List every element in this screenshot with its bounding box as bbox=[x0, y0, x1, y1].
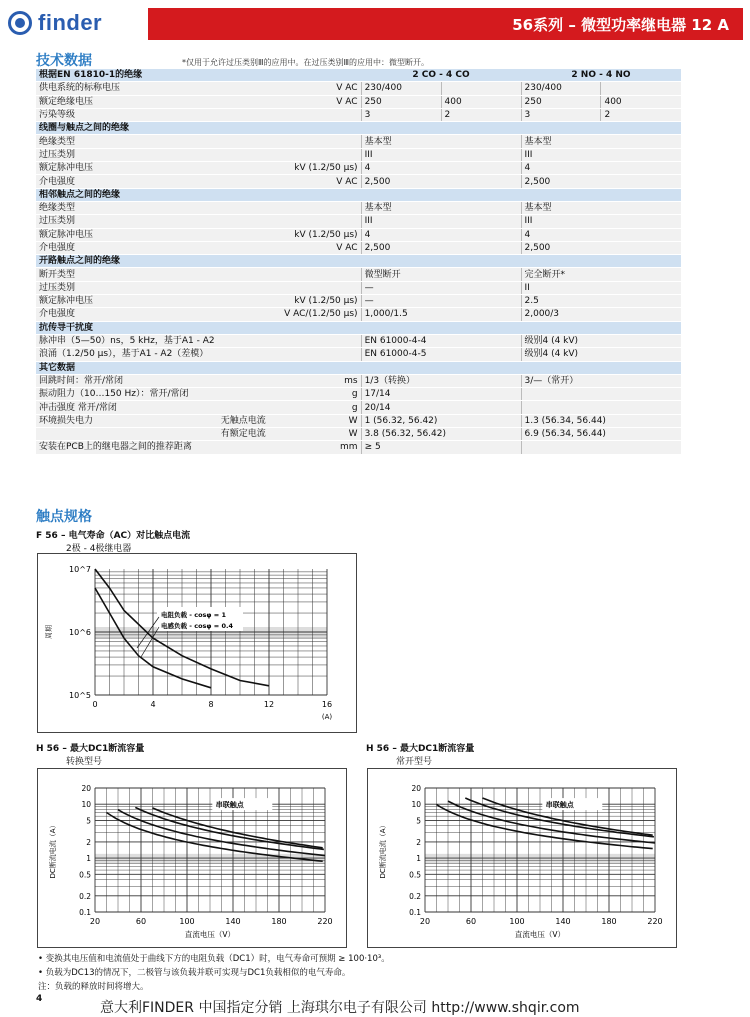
page-header bbox=[0, 0, 750, 46]
y-tick-label: 0.5 bbox=[79, 870, 91, 880]
cell-label: 过压类别 bbox=[36, 281, 280, 294]
page-number: 4 bbox=[36, 994, 43, 1004]
x-tick-label: 220 bbox=[647, 917, 663, 926]
cell-unit: kV (1.2/50 μs) bbox=[280, 162, 361, 175]
table-row bbox=[36, 428, 681, 441]
cell-label: 回跳时间：常开/常闭 bbox=[36, 374, 280, 387]
cell-b1: 2,000/3 bbox=[521, 308, 681, 321]
cell-unit bbox=[280, 268, 361, 281]
series-contact-label: 串联触点 bbox=[545, 801, 574, 810]
x-tick-label: 140 bbox=[225, 917, 241, 926]
table-row bbox=[36, 308, 681, 321]
cell-a1: 230/400 bbox=[361, 82, 441, 95]
cell-a1: 4 bbox=[361, 228, 521, 241]
cell-b1 bbox=[521, 388, 681, 401]
cell-unit: g bbox=[280, 401, 361, 414]
cell-label: 额定绝缘电压 bbox=[36, 95, 280, 108]
x-axis-label: 直流电压（V） bbox=[184, 930, 236, 939]
cell-b1: 基本型 bbox=[521, 201, 681, 214]
cell-a1: EN 61000-4-5 bbox=[361, 348, 521, 361]
y-tick-label: 20 bbox=[81, 784, 91, 793]
x-tick-label: 180 bbox=[601, 917, 617, 926]
cell-label: 浪涌（1.2/50 μs），基于A1 - A2（差模） bbox=[36, 348, 280, 361]
table-row bbox=[36, 348, 681, 361]
table-group-row bbox=[36, 255, 681, 268]
cell-b2: 400 bbox=[601, 95, 681, 108]
tech-note: *仅用于允许过压类别Ⅲ的应用中。在过压类别Ⅲ的应用中：微型断开。 bbox=[182, 58, 430, 67]
cell-label: 振动阻力（10…150 Hz）：常开/常闭 bbox=[36, 388, 280, 401]
cell-empty bbox=[361, 361, 521, 374]
cell-label bbox=[36, 428, 218, 441]
cell-a1: 微型断开 bbox=[361, 268, 521, 281]
cell-b1: 基本型 bbox=[521, 135, 681, 148]
cell-label: 额定脉冲电压 bbox=[36, 228, 280, 241]
cell-label: 介电强度 bbox=[36, 308, 280, 321]
cell-unit bbox=[280, 348, 361, 361]
cell-b1: III bbox=[521, 148, 681, 161]
x-tick-label: 12 bbox=[263, 700, 275, 709]
cell-empty bbox=[361, 255, 521, 268]
cell-label: 开路触点之间的绝缘 bbox=[36, 255, 361, 268]
series-contact-label: 串联触点 bbox=[215, 801, 244, 810]
cell-a1: III bbox=[361, 148, 521, 161]
chart-dc1-normally-open bbox=[367, 768, 677, 948]
finder-logo-icon bbox=[8, 11, 32, 35]
cell-empty bbox=[361, 122, 521, 135]
cell-b1: 级别4 (4 kV) bbox=[521, 348, 681, 361]
table-row bbox=[36, 108, 681, 121]
cell-unit: kV (1.2/50 μs) bbox=[280, 295, 361, 308]
y-axis-label: DC断流电流（A） bbox=[49, 821, 57, 879]
chart-frame bbox=[38, 554, 357, 733]
cell-unit bbox=[280, 108, 361, 121]
cell-a1: 1 (56.32, 56.42) bbox=[361, 414, 521, 427]
cell-a1: ≥ 5 bbox=[361, 441, 521, 454]
footnote-2: • 负载为DC13的情况下，二极管与该负载并联可实现与DC1负载相似的电气寿命。 bbox=[38, 968, 351, 978]
cell-b1: 230/400 bbox=[521, 82, 601, 95]
chart-dc1-changeover bbox=[37, 768, 347, 948]
table-row bbox=[36, 281, 681, 294]
cell-a2: 400 bbox=[441, 95, 521, 108]
table-group-row bbox=[36, 188, 681, 201]
cell-unit: V AC bbox=[280, 241, 361, 254]
fig-f-caption: F 56 – 电气寿命（AC）对比触点电流 bbox=[36, 531, 191, 541]
cell-v2: 2 NO - 4 NO bbox=[521, 69, 681, 82]
y-tick-label: 10 bbox=[81, 800, 91, 810]
cell-b1: 2,500 bbox=[521, 175, 681, 188]
cell-b1: 4 bbox=[521, 228, 681, 241]
cell-a1: 1/3（转换） bbox=[361, 374, 521, 387]
cell-unit bbox=[280, 334, 361, 347]
x-tick-label: 16 bbox=[321, 700, 333, 709]
cell-empty bbox=[361, 188, 521, 201]
y-tick-label: 5 bbox=[86, 816, 91, 826]
x-tick-label: 140 bbox=[555, 917, 571, 926]
cell-empty bbox=[521, 122, 681, 135]
table-row bbox=[36, 175, 681, 188]
cell-b1: 1.3 (56.34, 56.44) bbox=[521, 414, 681, 427]
y-tick-label: 1 bbox=[416, 854, 421, 864]
table-row bbox=[36, 374, 681, 387]
cell-unit bbox=[280, 148, 361, 161]
cell-empty bbox=[521, 255, 681, 268]
cell-label: 污染等级 bbox=[36, 108, 280, 121]
cell-a1: 2,500 bbox=[361, 241, 521, 254]
cell-unit bbox=[280, 215, 361, 228]
table-row bbox=[36, 95, 681, 108]
table-row bbox=[36, 148, 681, 161]
cell-label: 额定脉冲电压 bbox=[36, 162, 280, 175]
table-group-row bbox=[36, 122, 681, 135]
cell-label: 介电强度 bbox=[36, 241, 280, 254]
x-tick-label: 0 bbox=[92, 700, 98, 709]
cell-b1: 4 bbox=[521, 162, 681, 175]
cell-b2: 2 bbox=[601, 108, 681, 121]
table-row bbox=[36, 401, 681, 414]
table-row bbox=[36, 388, 681, 401]
y-tick-label: 0.1 bbox=[79, 908, 91, 917]
cell-a1: 4 bbox=[361, 162, 521, 175]
x-tick-label: 4 bbox=[150, 700, 156, 709]
cell-unit bbox=[280, 135, 361, 148]
cell-label: 过压类别 bbox=[36, 215, 280, 228]
tech-data-title: 技术数据 bbox=[36, 53, 92, 69]
x-tick-label: 180 bbox=[271, 917, 287, 926]
cell-unit: V AC/(1.2/50 μs) bbox=[280, 308, 361, 321]
cell-b1: 级别4 (4 kV) bbox=[521, 334, 681, 347]
cell-unit: kV (1.2/50 μs) bbox=[280, 228, 361, 241]
cell-a1: 250 bbox=[361, 95, 441, 108]
brand-name: finder bbox=[38, 10, 103, 35]
fig-h1-subtitle: 转换型号 bbox=[66, 757, 103, 767]
cell-a1: — bbox=[361, 281, 521, 294]
x-tick-label: 220 bbox=[317, 917, 333, 926]
cell-b1: II bbox=[521, 281, 681, 294]
x-tick-label: 20 bbox=[419, 917, 431, 926]
cell-a1: 2,500 bbox=[361, 175, 521, 188]
cell-label: 环境损失电力 bbox=[36, 414, 218, 427]
table-row bbox=[36, 215, 681, 228]
table-group-row bbox=[36, 69, 681, 82]
footnote-1: • 变换其电压值和电流值处于曲线下方的电阻负载（DC1）时，电气寿命可预期 ≥ 100·10³。 bbox=[38, 954, 390, 964]
x-tick-label: 100 bbox=[509, 917, 525, 926]
cell-label: 断开类型 bbox=[36, 268, 280, 281]
cell-b1: 3/—（常开） bbox=[521, 374, 681, 387]
cell-a1: 基本型 bbox=[361, 135, 521, 148]
table-row bbox=[36, 241, 681, 254]
y-tick-label: 0.5 bbox=[409, 870, 421, 880]
cell-b1: 3 bbox=[521, 108, 601, 121]
cell-label: 额定脉冲电压 bbox=[36, 295, 280, 308]
cell-label: 线圈与触点之间的绝缘 bbox=[36, 122, 361, 135]
cell-unit: ms bbox=[280, 374, 361, 387]
cell-v1: 2 CO - 4 CO bbox=[361, 69, 521, 82]
y-tick-label: 2 bbox=[416, 837, 421, 847]
y-tick-label: 10^7 bbox=[69, 565, 91, 574]
cell-unit: V AC bbox=[280, 82, 361, 95]
y-tick-label: 20 bbox=[411, 784, 421, 793]
cell-b1 bbox=[521, 441, 681, 454]
y-tick-label: 10^5 bbox=[69, 691, 91, 700]
x-tick-label: 60 bbox=[465, 917, 477, 926]
cell-a1: 1,000/1.5 bbox=[361, 308, 521, 321]
cell-label: 冲击强度 常开/常闭 bbox=[36, 401, 280, 414]
y-tick-label: 0.2 bbox=[409, 891, 421, 901]
x-tick-label: 8 bbox=[208, 700, 214, 709]
cell-unit bbox=[280, 201, 361, 214]
table-row bbox=[36, 334, 681, 347]
cell-label: 抗传导干扰度 bbox=[36, 321, 361, 334]
y-tick-label: 2 bbox=[86, 837, 91, 847]
table-row bbox=[36, 295, 681, 308]
distributor-line: 意大利FINDER 中国指定分销 上海琪尔电子有限公司 http://www.shqir.com bbox=[100, 1000, 580, 1016]
cell-a1: 基本型 bbox=[361, 201, 521, 214]
cell-b1: 6.9 (56.34, 56.44) bbox=[521, 428, 681, 441]
y-tick-label: 10 bbox=[411, 800, 421, 810]
cell-unit: W bbox=[280, 414, 361, 427]
cell-a1: 17/14 bbox=[361, 388, 521, 401]
cell-b1 bbox=[521, 401, 681, 414]
table-group-row bbox=[36, 321, 681, 334]
cell-unit: mm bbox=[280, 441, 361, 454]
cell-empty bbox=[521, 321, 681, 334]
cell-b2 bbox=[601, 82, 681, 95]
table-row bbox=[36, 414, 681, 427]
y-axis-label: 周期 bbox=[45, 625, 53, 639]
x-tick-label: 100 bbox=[179, 917, 195, 926]
cell-label: 根据EN 61810-1的绝缘 bbox=[36, 69, 361, 82]
fig-h2-subtitle: 常开型号 bbox=[396, 757, 433, 767]
cell-b1: III bbox=[521, 215, 681, 228]
cell-unit bbox=[280, 281, 361, 294]
y-tick-label: 1 bbox=[86, 854, 91, 864]
cell-unit: V AC bbox=[280, 175, 361, 188]
legend-resistive: 电阻负载 - cosφ = 1 bbox=[161, 611, 226, 619]
y-axis-label: DC断流电流（A） bbox=[379, 821, 387, 879]
x-tick-label: 60 bbox=[135, 917, 147, 926]
y-tick-label: 5 bbox=[416, 816, 421, 826]
cell-empty bbox=[521, 188, 681, 201]
x-axis-label: 直流电压（V） bbox=[514, 930, 566, 939]
cell-label: 供电系统的标称电压 bbox=[36, 82, 280, 95]
cell-empty bbox=[361, 321, 521, 334]
cell-label: 相邻触点之间的绝缘 bbox=[36, 188, 361, 201]
page-title: 56系列 – 微型功率继电器 12 A bbox=[148, 8, 743, 40]
table-row bbox=[36, 228, 681, 241]
cell-unit: W bbox=[280, 428, 361, 441]
cell-b1: 2,500 bbox=[521, 241, 681, 254]
cell-unit: V AC bbox=[280, 95, 361, 108]
cell-sub: 无触点电流 bbox=[218, 414, 280, 427]
y-tick-label: 0.2 bbox=[79, 891, 91, 901]
finder-logo bbox=[8, 8, 138, 38]
table-row bbox=[36, 82, 681, 95]
table-row bbox=[36, 135, 681, 148]
legend-inductive: 电感负载 - cosφ = 0.4 bbox=[161, 622, 233, 630]
table-group-row bbox=[36, 361, 681, 374]
table-row bbox=[36, 441, 681, 454]
cell-label: 安装在PCB上的继电器之间的推荐距离 bbox=[36, 441, 280, 454]
cell-a2 bbox=[441, 82, 521, 95]
spec-table bbox=[36, 69, 681, 455]
cell-a1: 20/14 bbox=[361, 401, 521, 414]
cell-label: 脉冲串（5—50）ns，5 kHz，基于A1 - A2 bbox=[36, 334, 280, 347]
cell-sub: 有额定电流 bbox=[218, 428, 280, 441]
cell-a1: EN 61000-4-4 bbox=[361, 334, 521, 347]
cell-a2: 2 bbox=[441, 108, 521, 121]
cell-label: 绝缘类型 bbox=[36, 201, 280, 214]
cell-b1: 2.5 bbox=[521, 295, 681, 308]
y-tick-label: 10^6 bbox=[69, 628, 91, 637]
table-row bbox=[36, 201, 681, 214]
fig-h1-caption: H 56 – 最大DC1断流容量 bbox=[36, 744, 145, 754]
cell-a1: 3 bbox=[361, 108, 441, 121]
cell-a1: III bbox=[361, 215, 521, 228]
cell-a1: — bbox=[361, 295, 521, 308]
cell-label: 过压类别 bbox=[36, 148, 280, 161]
fig-f-subtitle: 2极 - 4极继电器 bbox=[66, 544, 132, 554]
fig-h2-caption: H 56 – 最大DC1断流容量 bbox=[366, 744, 475, 754]
x-tick-label: 20 bbox=[89, 917, 101, 926]
cell-a1: 3.8 (56.32, 56.42) bbox=[361, 428, 521, 441]
cell-b1: 250 bbox=[521, 95, 601, 108]
table-row bbox=[36, 268, 681, 281]
cell-label: 介电强度 bbox=[36, 175, 280, 188]
cell-b1: 完全断开* bbox=[521, 268, 681, 281]
table-row bbox=[36, 162, 681, 175]
cell-label: 其它数据 bbox=[36, 361, 361, 374]
y-tick-label: 0.1 bbox=[409, 908, 421, 917]
contacts-title: 触点规格 bbox=[36, 509, 92, 525]
x-unit-label: (A) bbox=[321, 713, 333, 721]
chart-electrical-life bbox=[37, 553, 357, 733]
cell-unit: g bbox=[280, 388, 361, 401]
footnote-3: 注：负载的释放时间将增大。 bbox=[38, 982, 149, 992]
cell-label: 绝缘类型 bbox=[36, 135, 280, 148]
cell-empty bbox=[521, 361, 681, 374]
